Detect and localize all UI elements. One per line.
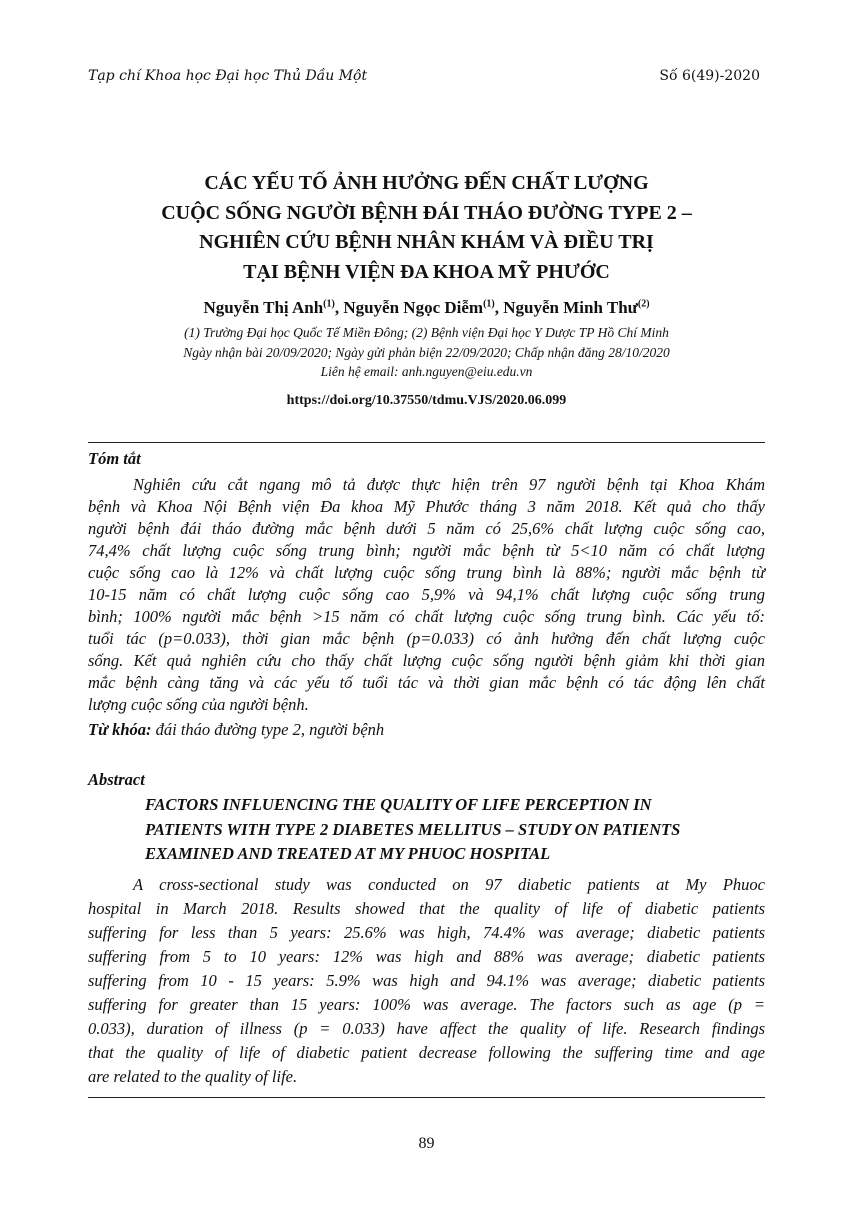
- text-line: 0.033), duration of illness (p = 0.033) have affect the quality of life. Research findings: [88, 1019, 765, 1038]
- author: Nguyễn Minh Thư: [503, 298, 638, 317]
- abstract-title-line: EXAMINED AND TREATED AT MY PHUOC HOSPITAL: [145, 844, 551, 863]
- divider: [88, 442, 765, 443]
- title-line: NGHIÊN CỨU BỆNH NHÂN KHÁM VÀ ĐIỀU TRỊ: [199, 231, 654, 253]
- author-affil: (1): [483, 298, 495, 310]
- text-line: 74,4% chất lượng cuộc sống trung bình; người mắc bệnh từ 5<10 năm có chất lượng: [88, 541, 765, 560]
- text-line: 10-15 năm có chất lượng cuộc sống cao 5,9% và 94,1% chất lượng cuộc sống trung: [88, 585, 765, 604]
- title-line: CÁC YẾU TỐ ẢNH HƯỞNG ĐẾN CHẤT LƯỢNG: [204, 172, 649, 194]
- title-line: CUỘC SỐNG NGƯỜI BỆNH ĐÁI THÁO ĐƯỜNG TYPE 2 –: [161, 202, 692, 224]
- abstract-title-line: FACTORS INFLUENCING THE QUALITY OF LIFE PERCEPTION IN: [145, 795, 652, 814]
- keywords-text: đái tháo đường type 2, người bệnh: [151, 720, 385, 739]
- journal-name: Tạp chí Khoa học Đại học Thủ Dầu Một: [88, 68, 368, 84]
- text-line: bình; 100% người mắc bệnh >15 năm có chất lượng cuộc sống trung bình. Các yếu tố:: [88, 607, 765, 626]
- abstract-heading: Abstract: [88, 770, 145, 789]
- divider: [88, 1097, 765, 1098]
- text-line: suffering from 10 - 15 years: 5.9% was high and 94.1% was average; diabetic patients: [88, 971, 765, 990]
- text-line: suffering for less than 5 years: 25.6% was high, 74.4% was average; diabetic patients: [88, 923, 765, 942]
- authors: [0, 297, 853, 319]
- affiliations: (1) Trường Đại học Quốc Tế Miền Đông; (2) Bệnh viện Đại học Y Dược TP Hồ Chí Minh: [184, 325, 669, 340]
- title-line: TẠI BỆNH VIỆN ĐA KHOA MỸ PHƯỚC: [243, 261, 610, 283]
- text-line: hospital in March 2018. Results showed that the quality of life of diabetic patients: [88, 899, 765, 918]
- doi-link[interactable]: https://doi.org/10.37550/tdmu.VJS/2020.06.099: [286, 393, 567, 408]
- page-number: 89: [418, 1135, 435, 1152]
- text-line: mắc bệnh càng tăng và các yếu tố tuổi tác và thời gian mắc bệnh có tác động lên chất: [88, 673, 765, 692]
- text-line: lượng cuộc sống của người bệnh.: [88, 695, 309, 714]
- sep: ,: [494, 298, 504, 317]
- author: Nguyễn Ngọc Diễm: [343, 298, 484, 317]
- text-line: sống. Kết quả nghiên cứu cho thấy chất lượng cuộc sống người bệnh giảm khi thời gian: [88, 651, 765, 670]
- text-line: are related to the quality of life.: [88, 1067, 298, 1086]
- keywords: [88, 720, 384, 740]
- text-line: that the quality of life of diabetic patient decrease following the suffering time and age: [88, 1043, 765, 1062]
- text-line: tuổi tác (p=0.033), thời gian mắc bệnh (p=0.033) có ảnh hưởng đến chất lượng cuộc: [88, 629, 765, 648]
- author-affil: (1): [323, 298, 335, 310]
- summary-heading: Tóm tắt: [88, 449, 141, 468]
- text-line: cuộc sống cao là 12% và chất lượng cuộc sống trung bình là 88%; người mắc bệnh từ: [88, 563, 765, 582]
- contact-email: Liên hệ email: anh.nguyen@eiu.edu.vn: [320, 364, 533, 379]
- author-affil: (2): [637, 298, 650, 310]
- text-line: A cross-sectional study was conducted on 97 diabetic patients at My Phuoc: [133, 875, 765, 894]
- dates: Ngày nhận bài 20/09/2020; Ngày gửi phản biện 22/09/2020; Chấp nhận đăng 28/10/2020: [183, 345, 670, 360]
- text-line: suffering from 5 to 10 years: 12% was high and 88% was average; diabetic patients: [88, 947, 765, 966]
- keywords-label: Từ khóa:: [88, 720, 152, 739]
- sep: ,: [334, 298, 344, 317]
- abstract-title-line: PATIENTS WITH TYPE 2 DIABETES MELLITUS – STUDY ON PATIENTS: [145, 820, 681, 839]
- text-line: người bệnh đái tháo đường mắc bệnh dưới 5 năm có 25,6% chất lượng cuộc sống cao,: [88, 519, 765, 538]
- issue-number: Số 6(49)-2020: [659, 68, 760, 84]
- text-line: Nghiên cứu cắt ngang mô tả được thực hiện trên 97 người bệnh tại Khoa Khám: [133, 475, 765, 494]
- text-line: suffering for greater than 15 years: 100% was average. The factors such as age (p =: [88, 995, 765, 1014]
- author: Nguyễn Thị Anh: [203, 298, 324, 317]
- text-line: bệnh và Khoa Nội Bệnh viện Đa khoa Mỹ Phước tháng 3 năm 2018. Kết quả cho thấy: [88, 497, 765, 516]
